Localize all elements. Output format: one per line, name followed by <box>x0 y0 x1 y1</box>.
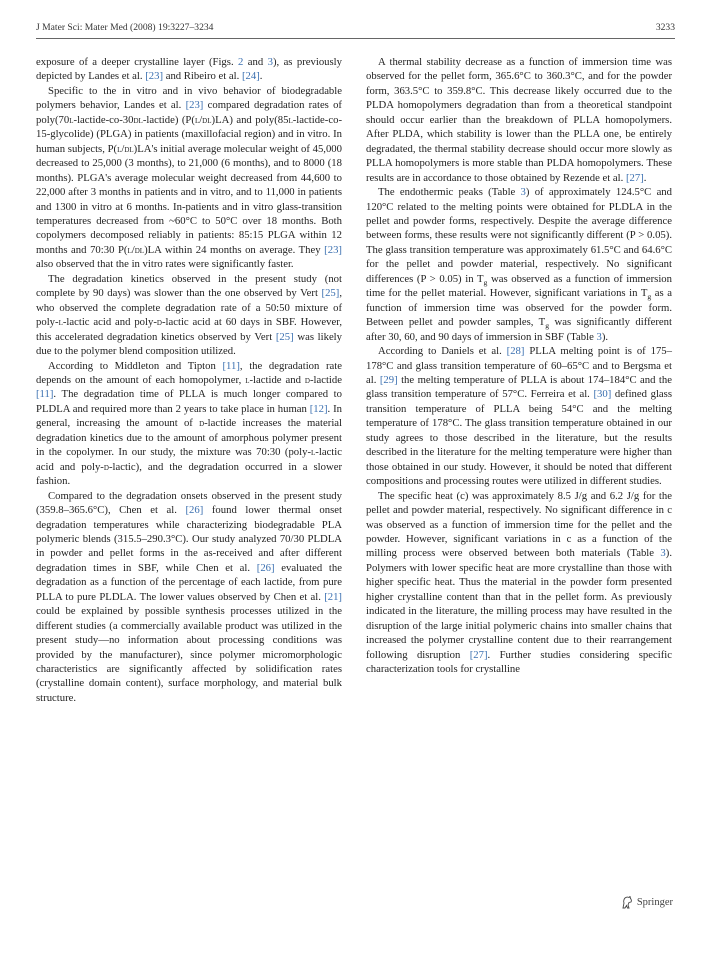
citation-link[interactable]: [27] <box>469 648 488 661</box>
citation-link[interactable]: [25] <box>321 287 340 300</box>
paragraph: A thermal stability decrease as a function of immersion time was observed for the pellet form, 365.6°C to 360.3°C, and for the powder form, 363.5°C to 359.8°C. This decrease likely occurred due to the PLDA homopolymers degradation than from a theoretical standpoint should occur earlier than the breakdown of PLLA homopolymers. After PLDA, which stability is lower than the PLLA one, be entirely degradated, the thermal stability decrease should occur more slowly as PLLA homopolymers is more stable than PLDA homopolymers. These results are in accordance to those obtained by Rezende et al. [27]. <box>366 56 672 184</box>
citation-link[interactable]: [23] <box>324 243 342 256</box>
citation-link[interactable]: [30] <box>593 388 612 401</box>
paragraph: Compared to the degradation onsets observed in the present study (359.8–365.6°C), Chen et al. [26] found lower thermal onset degradation temperatures while characterizing biodegradable PLA polymeric blends (315.5–290.3°C). Our study analyzed 70/30 PLDLA in powder and pellet forms in the as-received and after different degradation times in SBF, while Chen et al. [26] evaluated the degradation as a function of the percentage of each lactide, from pure PLLA to pure PLDLA. The lower values observed by Chen et al. [21] could be explained by possible synthesis processes utilized in the different studies (a commercially available product was utilized in the present study—no information about processing conditions was provided by the manufacturer), since polymer micromorphologic characteristics are significantly affected by solidification rates (crystalline domain content), surface morphology, and material bulk structure. <box>36 489 342 704</box>
citation-link[interactable]: [25] <box>275 330 294 343</box>
publisher-logo <box>621 896 673 909</box>
citation-link[interactable]: [11] <box>222 359 240 372</box>
paragraph: According to Middleton and Tipton [11], the degradation rate depends on the amount of each homopolymer, l-lactide and d-lactide [11]. The degradation time of PLLA is much longer compared to PLDLA and required more than 2 years to take place in human [12]. In general, increasing the amount of d-lactide increases the material degradation kinetics due to the amount of amorphous polymer present in the copolymer. In our study, the mixture was 70:30 (poly-l-lactic acid and poly-d-lactic), and the degradation occurred in a slower fashion. <box>36 359 342 488</box>
citation-link[interactable]: [11] <box>36 388 54 401</box>
citation-link[interactable]: [12] <box>309 402 328 415</box>
table-link[interactable]: 3 <box>596 330 602 343</box>
springer-horse-icon <box>621 896 633 909</box>
paragraph: exposure of a deeper crystalline layer (Figs. 2 and 3), as previously depicted by Landes et al. [23] and Ribeiro et al. [24]. <box>36 56 342 83</box>
right-column <box>366 55 672 676</box>
citation-link[interactable]: [21] <box>324 590 342 603</box>
paragraph: The endothermic peaks (Table 3) of approximately 124.5°C and 120°C related to the melting points were obtained for PLDLA in the pellet and powder forms, respectively. Despite the average difference between forms, these results were not significantly different (P > 0.05). The glass transition temperature was approximately 61.5°C and 64.6°C for the pellet and powder material, respectively. No significant differences (P > 0.05) in $T_g$ was observed as a function of immersion time for the pellet material. However, significant variations in $T_g$ as a function of immersion time was observed for the powder form. Between pellet and powder samples, $T_g$ was significantly different after 30, 60, and 90 days of immersion in SBF (Table 3). <box>366 186 672 343</box>
citation-link[interactable]: [26] <box>185 504 204 517</box>
citation-link[interactable]: [26] <box>256 561 275 574</box>
table-link[interactable]: 3 <box>660 547 666 560</box>
citation-link[interactable]: [28] <box>506 345 525 358</box>
citation-link[interactable]: [24] <box>241 70 260 83</box>
citation-link[interactable]: [23] <box>185 99 204 112</box>
journal-citation: J Mater Sci: Mater Med (2008) 19:3227–3234 <box>36 22 214 33</box>
paragraph: The degradation kinetics observed in the present study (not complete by 90 days) was slower than the one observed by Vert [25], who observed the complete degradation rate of a 50:50 mixture of poly-l-lactic acid and poly-d-lactic acid at 60 days in SBF. However, this accelerated degradation kinetics observed by Vert [25] was likely due to the polymer blend composition utilized. <box>36 272 343 358</box>
table-link[interactable]: 3 <box>520 186 526 199</box>
left-column <box>36 55 342 705</box>
citation-link[interactable]: [29] <box>379 373 398 386</box>
citation-link[interactable]: [23] <box>145 70 164 83</box>
page-number: 3233 <box>655 22 675 33</box>
figure-link[interactable]: 2 <box>238 56 244 68</box>
figure-link[interactable]: 3 <box>267 56 273 68</box>
paragraph: The specific heat (c) was approximately 8.5 J/g and 6.2 J/g for the pellet and powder material, respectively. No significant difference in c was observed as a function of immersion time for the pellet and the powder. However, significant variations in c as a function of the milling process were observed between both materials (Table 3). Polymers with lower specific heat are more crystalline than those with higher specific heat. Thus the material in the powder form presented higher crystalline content than that in the pellet form. As previously indicated in the literature, the milling process may have resulted in the disruption of the large initial polymeric chains into smaller chains that increased the polymer crystalline content due to their rearrangement following disruption [27]. Further studies considering specific characterization tools for crystalline <box>366 489 673 676</box>
citation-link[interactable]: [27] <box>625 171 644 184</box>
publisher-name: Springer <box>636 897 673 908</box>
paragraph: According to Daniels et al. [28] PLLA melting point is of 175–178°C and glass transition temperature of 60–65°C and to Bergsma et al. [29] the melting temperature of PLLA is about 174–184°C and the glass transition temperature of 57°C. Ferreira et al. [30] defined glass transition temperature of PLLA being 54°C and the melting temperature of 178°C. The glass transition temperature obtained in our study agrees to those described in the literature, but the results described in the literature for the melting temperature were higher than those obtained in our study. However, it should be noted that different compositions and processing routes were utilized in different studies. <box>366 345 672 488</box>
paragraph: Specific to the in vitro and in vivo behavior of biodegradable polymers behavior, Landes et al. [23] compared degradation rates of poly(70l-lactide-co-30dl-lactide) (P(l/dl)LA) and poly(85l-lactide-co-15-glycolide) (PLGA) in patients (maxillofacial region) and in vitro. In human subjects, P(l/dl)LA's initial average molecular weight of 45,000 decreased to 25,000 (3 months), to 21,000 (6 months), and to 8000 (18 months). PLGA's average molecular weight decreased from 44,600 to 22,000 after 3 months in patients and in vitro, and to 11,000 in patients and 1300 in vitro at 6 months. In-patients and in vitro glass-transition temperatures decreased from ~60°C to 50°C over 18 months. Both copolymers decomposed reliably in patients: 85:15 PLGA within 12 months and 70:30 P(l/dl)LA within 24 months on average. They [23] also observed that the in vitro rates were significantly faster. <box>36 84 342 271</box>
header-rule <box>36 38 675 39</box>
